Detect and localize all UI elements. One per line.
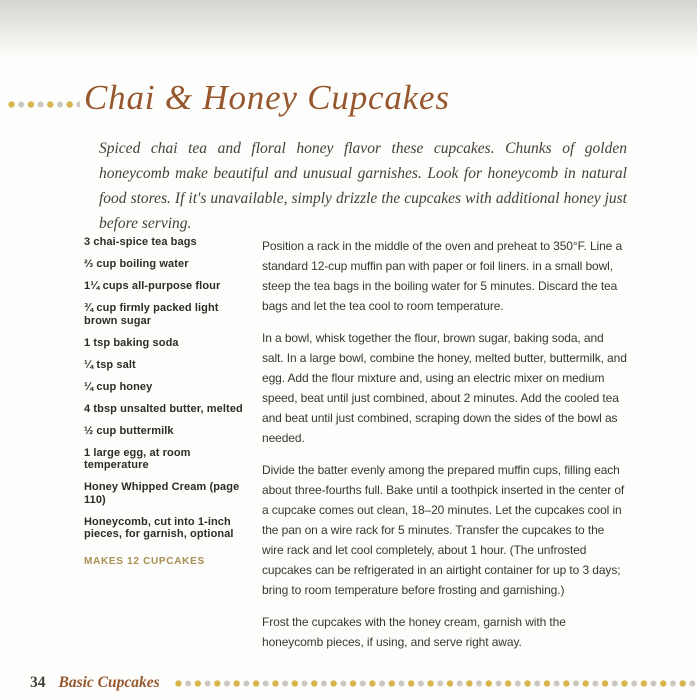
decorative-dots-top (8, 101, 80, 108)
method-paragraph: In a bowl, whisk together the flour, brown sugar, baking soda, and salt. In a large bowl, combine the honey, melted butter, buttermilk, and egg. Add the flour mixture and, using an electric mixer on medium speed, beat until just combined, about 2 minutes. Add the cooled tea and beat until just combined, scraping down the sides of the bowl as needed. (262, 331, 627, 445)
ingredient-item: Honeycomb, cut into 1-inch pieces, for garnish, optional (84, 515, 234, 540)
method-steps (262, 236, 627, 664)
section-title: Basic Cupcakes (58, 674, 160, 691)
recipe-title: Chai & Honey Cupcakes (84, 78, 450, 117)
ingredient-item: 4 tbsp unsalted butter, melted (84, 402, 243, 415)
yield-note: MAKES 12 CUPCAKES (84, 555, 205, 567)
ingredient-item: ⅔ cup boiling water (84, 258, 189, 270)
ingredients-list (84, 236, 244, 664)
ingredient-item: 1¼ cups all-purpose flour (84, 280, 221, 292)
ingredient-item: ½ cup buttermilk (84, 424, 174, 437)
ingredient-item: ¼ tsp salt (84, 358, 136, 371)
method-paragraph: Position a rack in the middle of the oven and preheat to 350°F. Line a standard 12-cup muffin pan with paper or foil liners. in a small bowl, steep the tea bags in the boiling water for 5 minutes. Discard the tea bags and let the tea cool to room temperature. (262, 239, 623, 313)
ingredient-item: 1 tsp baking soda (84, 336, 179, 349)
ingredient-item: ¾ cup firmly packed light brown sugar (84, 302, 219, 327)
method-paragraph: Frost the cupcakes with the honey cream, garnish with the honeycomb pieces, if using, and serve right away. (262, 615, 566, 649)
method-paragraph: Divide the batter evenly among the prepared muffin cups, filling each about three-fourths full. Bake until a toothpick inserted in the center of a cupcake comes out clean, 18–20 minutes. Let the cupcakes cool in the pan on a wire rack for 5 minutes. Transfer the cupcakes to the wire rack and let cool completely, about 1 hour. (The unfrosted cupcakes can be refrigerated in an airtight container for up to 3 days; bring to room temperature before frosting and garnishing.) (262, 463, 625, 597)
page-number: 34 (30, 674, 46, 691)
scan-gradient (0, 0, 697, 58)
recipe-intro: Spiced chai tea and floral honey flavor these cupcakes. Chunks of golden honeycomb make beautiful and unusual garnishes. Look for honeycomb in natural food stores. If it's unavailable, simply drizzle the cupcakes with additional honey just before serving. (99, 140, 627, 232)
recipe-body (84, 236, 627, 664)
decorative-dots-footer (175, 680, 697, 687)
ingredient-item: ¼ cup honey (84, 380, 153, 393)
ingredient-item: Honey Whipped Cream (page 110) (84, 481, 240, 506)
ingredient-item: 3 chai-spice tea bags (84, 236, 197, 248)
page-footer (0, 675, 697, 691)
ingredient-item: 1 large egg, at room temperature (84, 446, 191, 471)
